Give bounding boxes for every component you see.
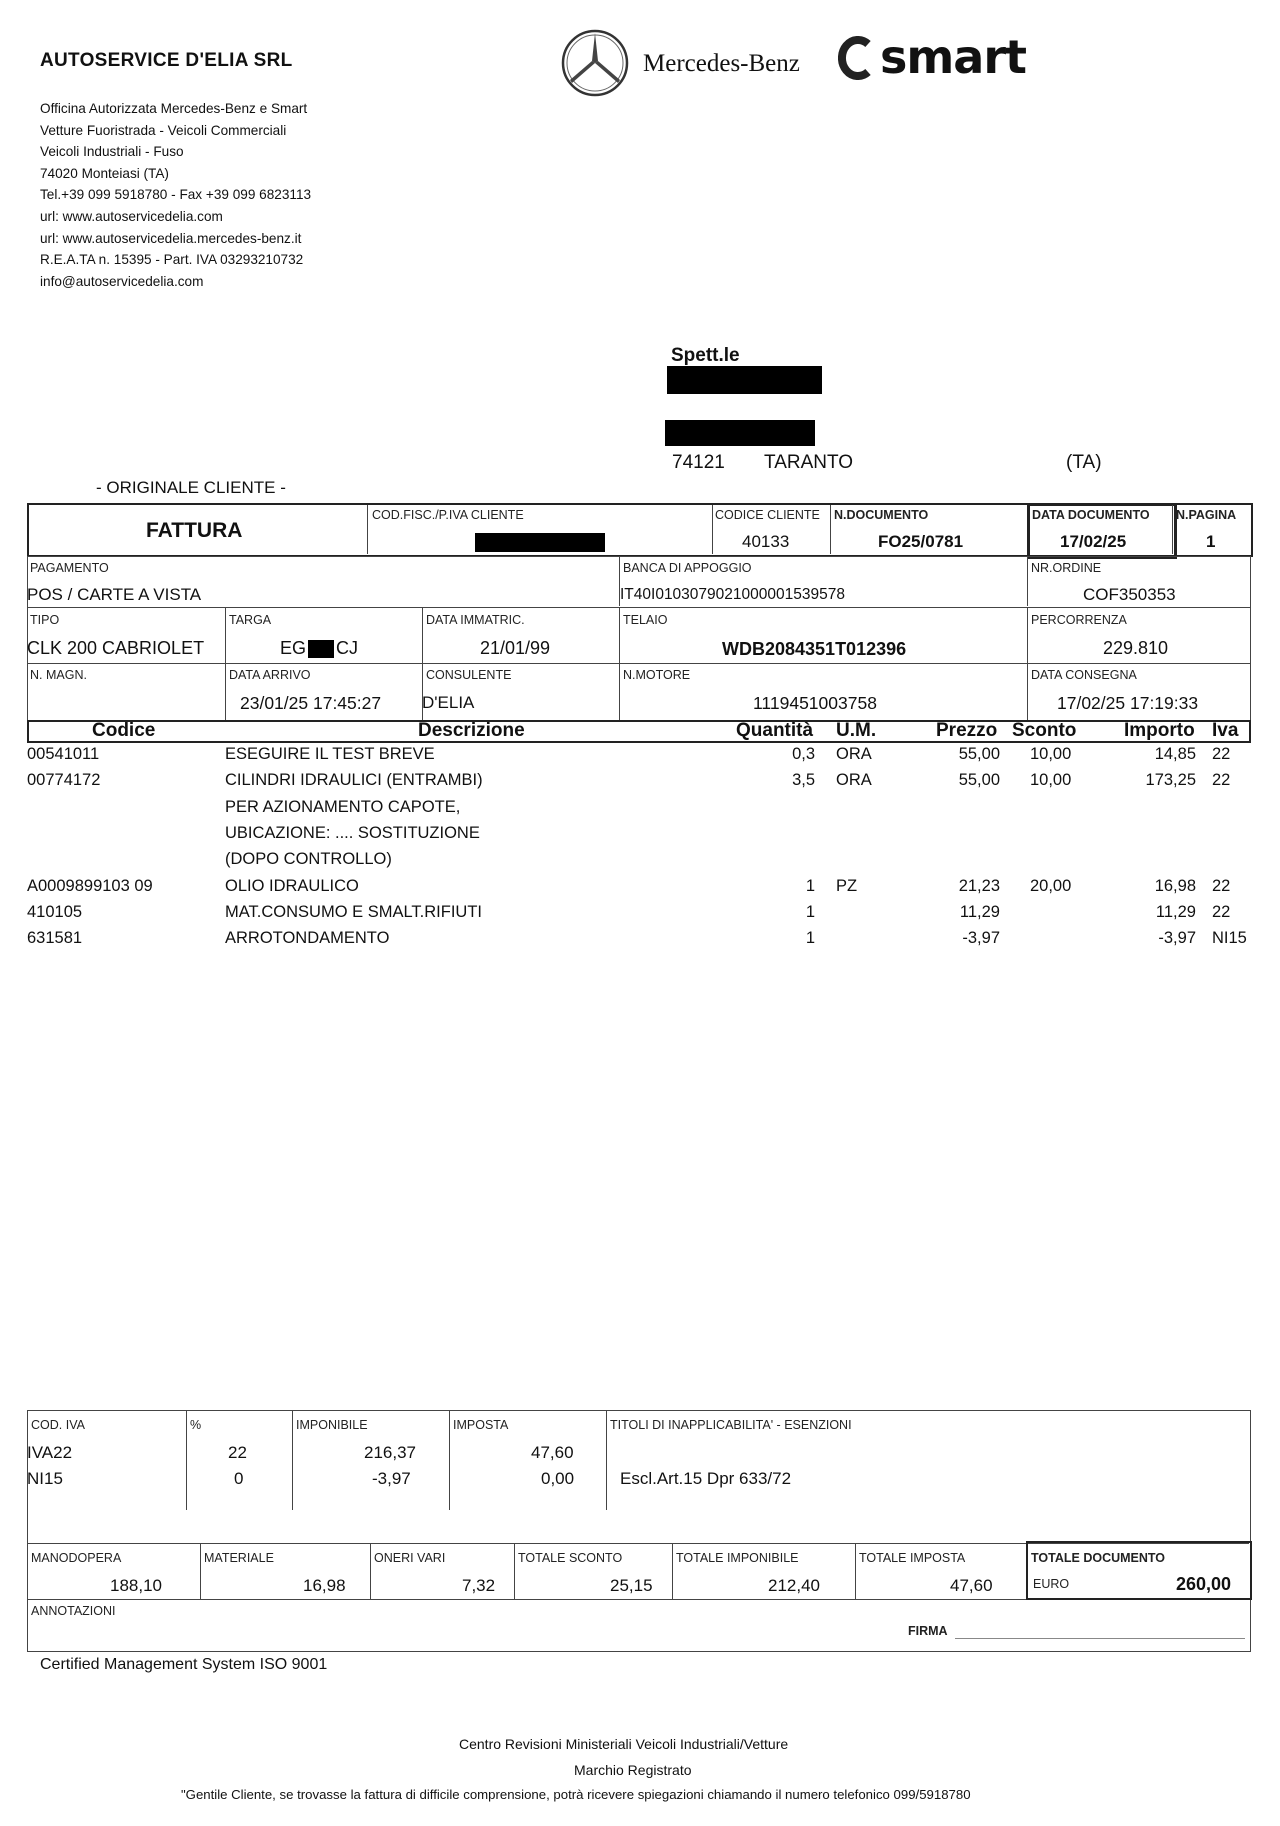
item-codice: A0009899103 09 <box>27 876 153 895</box>
manodopera-label: MANODOPERA <box>31 1551 122 1565</box>
data-documento-label: DATA DOCUMENTO <box>1032 508 1150 522</box>
totale-imponibile: 212,40 <box>768 1576 820 1595</box>
n-pagina: 1 <box>1206 532 1216 551</box>
firma-line <box>955 1638 1245 1639</box>
col-importo: Importo <box>1124 720 1195 741</box>
firma-label: FIRMA <box>908 1624 948 1638</box>
tipo-label: TIPO <box>30 613 60 627</box>
item-prezzo: 11,29 <box>959 902 1000 921</box>
arrivo-label: DATA ARRIVO <box>229 668 311 682</box>
redacted-address <box>665 420 815 446</box>
col-quantita: Quantità <box>736 720 814 741</box>
company-line: R.E.A.TA n. 15395 - Part. IVA 03293210732 <box>40 252 304 268</box>
company-line: url: www.autoservicedelia.com <box>40 208 223 224</box>
consulente: D'ELIA <box>422 693 475 712</box>
immatric-label: DATA IMMATRIC. <box>426 613 525 627</box>
col-sconto: Sconto <box>1012 720 1077 741</box>
redacted-targa <box>308 640 334 658</box>
redacted-name <box>667 366 822 394</box>
company-line: 74020 Monteiasi (TA) <box>40 165 169 181</box>
certification: Certified Management System ISO 9001 <box>40 1656 328 1673</box>
mercedes-benz-logo: Mercedes-Benz <box>643 50 800 77</box>
col-descrizione: Descrizione <box>418 720 525 741</box>
smart-logo-icon <box>838 36 874 72</box>
col-um: U.M. <box>836 720 877 741</box>
item-sconto: 10,00 <box>1030 771 1072 790</box>
item-prezzo: -3,97 <box>962 929 1000 948</box>
totale-imposta: 47,60 <box>950 1576 993 1595</box>
targa-label: TARGA <box>229 613 272 627</box>
targa-start: EG <box>280 638 307 658</box>
consegna: 17/02/25 17:19:33 <box>1057 693 1199 713</box>
codfisc-label: COD.FISC./P.IVA CLIENTE <box>372 508 524 522</box>
col-iva: Iva <box>1212 720 1239 741</box>
magn-label: N. MAGN. <box>30 668 87 682</box>
company-line: Veicoli Industriali - Fuso <box>40 144 184 160</box>
totale-documento-label: TOTALE DOCUMENTO <box>1031 1551 1166 1565</box>
recipient-label: Spett.le <box>671 345 740 366</box>
materiale: 16,98 <box>303 1576 346 1595</box>
item-prezzo: 55,00 <box>958 771 1000 790</box>
immatric: 21/01/99 <box>480 638 551 658</box>
item-sconto: 20,00 <box>1030 876 1072 895</box>
n-pagina-label: N.PAGINA <box>1176 508 1237 522</box>
summary-box <box>27 1410 1251 1652</box>
vat-row-cod: NI15 <box>27 1469 63 1488</box>
totale-documento: 260,00 <box>1176 1574 1232 1594</box>
nr-ordine: COF350353 <box>1083 585 1176 604</box>
item-iva: NI15 <box>1212 929 1247 948</box>
recipient-cap: 74121 <box>672 452 725 473</box>
totale-imposta-label: TOTALE IMPOSTA <box>859 1551 966 1565</box>
footer-line-1: Centro Revisioni Ministeriali Veicoli Industriali/Vetture <box>459 1736 789 1752</box>
data-documento: 17/02/25 <box>1060 532 1127 551</box>
vat-row-perc: 22 <box>228 1443 247 1462</box>
codice-cliente-label: CODICE CLIENTE <box>715 508 820 522</box>
vat-imponibile-label: IMPONIBILE <box>296 1418 368 1432</box>
totale-sconto-label: TOTALE SCONTO <box>518 1551 623 1565</box>
pagamento: POS / CARTE A VISTA <box>27 585 202 604</box>
arrivo: 23/01/25 17:45:27 <box>240 693 382 713</box>
col-codice: Codice <box>92 720 156 741</box>
vat-titoli-label: TITOLI DI INAPPLICABILITA' - ESENZIONI <box>610 1418 852 1432</box>
footer-line-3: "Gentile Cliente, se trovasse la fattura di difficile comprensione, potrà ricevere spiegazioni chiamando il numero telefonico 099/5918780 <box>181 1787 971 1802</box>
codice-cliente: 40133 <box>742 532 790 551</box>
item-quantita: 1 <box>805 902 815 921</box>
recipient-city: TARANTO <box>764 452 854 473</box>
item-codice: 410105 <box>27 902 83 921</box>
item-codice: 00541011 <box>27 745 100 763</box>
item-iva: 22 <box>1212 876 1231 895</box>
vat-row-imposta: 0,00 <box>541 1469 575 1488</box>
item-importo: 173,25 <box>1145 771 1196 790</box>
item-quantita: 3,5 <box>792 771 815 790</box>
vat-row-imposta: 47,60 <box>531 1443 574 1462</box>
item-quantita: 1 <box>805 876 815 895</box>
telaio: WDB2084351T012396 <box>722 639 907 659</box>
item-prezzo: 55,00 <box>958 745 1000 763</box>
item-prezzo: 21,23 <box>958 876 1000 895</box>
company-line: Tel.+39 099 5918780 - Fax +39 099 6823113 <box>40 187 312 203</box>
currency: EURO <box>1033 1577 1070 1591</box>
company-line: info@autoservicedelia.com <box>40 273 204 289</box>
company-line: Officina Autorizzata Mercedes-Benz e Smart <box>40 101 308 116</box>
item-codice: 631581 <box>27 929 83 948</box>
percorrenza: 229.810 <box>1103 638 1169 658</box>
smart-logo: smart <box>880 30 1027 84</box>
company-info <box>40 98 311 292</box>
item-descrizione: (DOPO CONTROLLO) <box>225 850 392 869</box>
item-importo: 16,98 <box>1154 876 1196 895</box>
banca: IT40I0103079021000001539578 <box>620 586 845 603</box>
vat-perc-label: % <box>190 1418 202 1432</box>
vat-row-perc: 0 <box>234 1469 244 1488</box>
col-prezzo: Prezzo <box>936 720 998 741</box>
item-iva: 22 <box>1212 902 1231 921</box>
consulente-label: CONSULENTE <box>426 668 512 682</box>
manodopera: 188,10 <box>110 1576 162 1595</box>
n-documento-label: N.DOCUMENTO <box>834 508 929 522</box>
vat-cod-label: COD. IVA <box>31 1418 85 1432</box>
item-um: ORA <box>836 771 872 790</box>
item-descrizione: PER AZIONAMENTO CAPOTE, <box>225 797 461 816</box>
targa-end: CJ <box>336 638 358 658</box>
annotazioni-label: ANNOTAZIONI <box>31 1604 116 1618</box>
item-quantita: 1 <box>805 929 815 948</box>
oneri-label: ONERI VARI <box>374 1551 446 1565</box>
telaio-label: TELAIO <box>623 613 668 627</box>
oneri: 7,32 <box>462 1576 496 1595</box>
item-um: PZ <box>836 876 858 895</box>
vat-esenzione: Escl.Art.15 Dpr 633/72 <box>620 1469 792 1488</box>
materiale-label: MATERIALE <box>204 1551 274 1565</box>
item-descrizione: OLIO IDRAULICO <box>225 876 359 895</box>
footer-line-2: Marchio Registrato <box>574 1762 692 1778</box>
item-descrizione: ARROTONDAMENTO <box>225 929 390 948</box>
item-iva: 22 <box>1212 771 1231 790</box>
motore: 1119451003758 <box>753 693 877 713</box>
totale-imponibile-label: TOTALE IMPONIBILE <box>676 1551 799 1565</box>
item-descrizione: UBICAZIONE: .... SOSTITUZIONE <box>225 823 480 842</box>
item-descrizione: CILINDRI IDRAULICI (ENTRAMBI) <box>225 771 483 790</box>
item-importo: -3,97 <box>1158 929 1196 948</box>
nr-ordine-label: NR.ORDINE <box>1031 561 1102 575</box>
company-line: url: www.autoservicedelia.mercedes-benz.it <box>40 230 302 246</box>
vat-row-cod: IVA22 <box>27 1443 73 1462</box>
vat-imposta-label: IMPOSTA <box>453 1418 509 1432</box>
banca-label: BANCA DI APPOGGIO <box>623 561 752 575</box>
item-codice: 00774172 <box>27 771 101 790</box>
redacted-codfisc <box>475 533 605 552</box>
item-sconto: 10,00 <box>1030 745 1072 763</box>
copy-label: - ORIGINALE CLIENTE - <box>96 478 286 497</box>
consegna-label: DATA CONSEGNA <box>1031 668 1137 682</box>
item-um: ORA <box>836 745 872 763</box>
item-importo: 14,85 <box>1154 745 1196 763</box>
vat-row-imponibile: -3,97 <box>372 1469 411 1488</box>
item-importo: 11,29 <box>1155 902 1196 921</box>
percorrenza-label: PERCORRENZA <box>1031 613 1127 627</box>
n-documento: FO25/0781 <box>878 532 964 551</box>
item-iva: 22 <box>1212 745 1231 763</box>
recipient-province: (TA) <box>1066 452 1102 473</box>
doc-type: FATTURA <box>146 519 243 542</box>
vat-row-imponibile: 216,37 <box>364 1443 416 1462</box>
item-descrizione: MAT.CONSUMO E SMALT.RIFIUTI <box>225 902 482 921</box>
company-line: Vetture Fuoristrada - Veicoli Commerciali <box>40 122 287 138</box>
motore-label: N.MOTORE <box>623 668 691 682</box>
item-quantita: 0,3 <box>792 745 815 763</box>
item-descrizione: ESEGUIRE IL TEST BREVE <box>225 745 435 763</box>
totale-sconto: 25,15 <box>610 1576 653 1595</box>
mercedes-star-icon <box>560 28 630 98</box>
company-name: AUTOSERVICE D'ELIA SRL <box>40 50 293 71</box>
pagamento-label: PAGAMENTO <box>30 561 109 575</box>
tipo: CLK 200 CABRIOLET <box>27 638 205 658</box>
